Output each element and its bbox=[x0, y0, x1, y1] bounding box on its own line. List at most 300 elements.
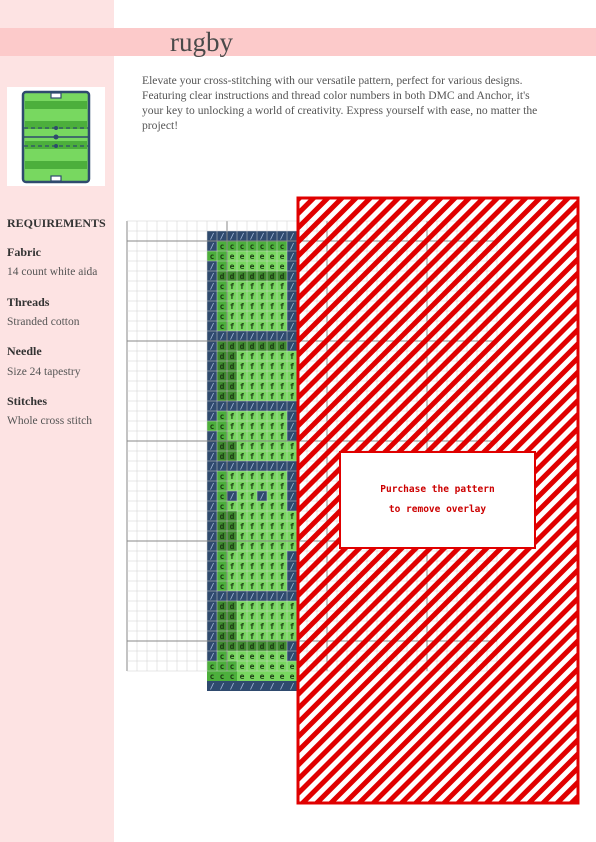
stitch-symbol: c bbox=[219, 412, 225, 421]
stitch-symbol: f bbox=[269, 392, 275, 401]
stitch-symbol: c bbox=[219, 482, 225, 491]
stitch-symbol: f bbox=[249, 582, 255, 591]
stitch-symbol: d bbox=[279, 642, 285, 651]
stitch-symbol: / bbox=[219, 592, 225, 601]
stitch-symbol: / bbox=[239, 332, 245, 341]
stitch-symbol: d bbox=[269, 642, 275, 651]
stitch-symbol: d bbox=[219, 602, 225, 611]
stitch-symbol: d bbox=[219, 342, 225, 351]
stitch-symbol: / bbox=[269, 592, 275, 601]
stitch-symbol: f bbox=[279, 502, 285, 511]
stitch-symbol: c bbox=[229, 662, 235, 671]
stitch-symbol: f bbox=[239, 442, 245, 451]
stitch-symbol: f bbox=[269, 542, 275, 551]
stitch-symbol: f bbox=[269, 492, 275, 501]
stitch-symbol: / bbox=[229, 492, 235, 501]
stitch-symbol: c bbox=[219, 282, 225, 291]
stitch-symbol: f bbox=[259, 362, 265, 371]
stitch-symbol: / bbox=[229, 332, 235, 341]
stitch-symbol: f bbox=[259, 382, 265, 391]
stitch-symbol: f bbox=[259, 452, 265, 461]
stitch-symbol: / bbox=[289, 562, 295, 571]
stitch-symbol: / bbox=[209, 632, 215, 641]
fabric-value: 14 count white aida bbox=[7, 266, 98, 278]
stitch-symbol: e bbox=[289, 662, 295, 671]
stitch-symbol: / bbox=[209, 502, 215, 511]
stitch-symbol: / bbox=[209, 552, 215, 561]
stitch-symbol: / bbox=[289, 342, 295, 351]
stitch-symbol: e bbox=[289, 672, 295, 681]
stitch-symbol: d bbox=[229, 602, 235, 611]
stitch-symbol: f bbox=[239, 322, 245, 331]
stitch-symbol: / bbox=[209, 292, 215, 301]
stitch-symbol: f bbox=[269, 582, 275, 591]
stitch-symbol: c bbox=[219, 422, 225, 431]
stitch-symbol: f bbox=[269, 322, 275, 331]
stitch-symbol: d bbox=[219, 642, 225, 651]
stitch-symbol: / bbox=[289, 572, 295, 581]
stitch-symbol: f bbox=[289, 382, 295, 391]
stitch-symbol: f bbox=[259, 522, 265, 531]
stitch-symbol: f bbox=[269, 512, 275, 521]
stitch-symbol: f bbox=[249, 302, 255, 311]
stitch-symbol: / bbox=[209, 472, 215, 481]
stitch-symbol: d bbox=[249, 272, 255, 281]
stitch-symbol: f bbox=[279, 602, 285, 611]
stitch-symbol: f bbox=[249, 572, 255, 581]
stitch-symbol: f bbox=[239, 382, 245, 391]
stitch-symbol: f bbox=[279, 352, 285, 361]
stitches-value: Whole cross stitch bbox=[7, 415, 92, 427]
stitch-symbol: c bbox=[219, 262, 225, 271]
stitch-symbol: f bbox=[249, 562, 255, 571]
stitch-symbol: c bbox=[219, 552, 225, 561]
stitch-symbol: / bbox=[269, 332, 275, 341]
stitch-symbol: f bbox=[249, 392, 255, 401]
stitch-symbol: / bbox=[289, 242, 295, 251]
stitch-symbol: c bbox=[209, 252, 215, 261]
stitch-symbol: f bbox=[259, 352, 265, 361]
stitch-symbol: d bbox=[219, 382, 225, 391]
stitch-symbol: f bbox=[229, 562, 235, 571]
stitch-symbol: / bbox=[289, 432, 295, 441]
stitch-symbol: f bbox=[249, 322, 255, 331]
stitch-symbol: / bbox=[289, 292, 295, 301]
stitch-symbol: e bbox=[269, 662, 275, 671]
stitch-symbol: c bbox=[209, 422, 215, 431]
stitch-symbol: c bbox=[219, 502, 225, 511]
stitch-symbol: e bbox=[259, 672, 265, 681]
page-title: rugby bbox=[170, 27, 233, 57]
stitch-symbol: / bbox=[279, 402, 285, 411]
stitch-symbol: f bbox=[229, 582, 235, 591]
stitch-symbol: f bbox=[239, 612, 245, 621]
stitch-symbol: d bbox=[219, 442, 225, 451]
notice-line-2: to remove overlay bbox=[388, 504, 487, 515]
stitch-symbol: / bbox=[289, 582, 295, 591]
stitch-symbol: f bbox=[239, 472, 245, 481]
stitch-symbol: f bbox=[249, 522, 255, 531]
stitch-symbol: / bbox=[209, 542, 215, 551]
stitch-symbol: e bbox=[249, 652, 255, 661]
stitch-symbol: / bbox=[209, 452, 215, 461]
stitch-symbol: f bbox=[269, 602, 275, 611]
stitch-symbol: / bbox=[289, 462, 295, 471]
stitch-symbol: f bbox=[239, 312, 245, 321]
title-band bbox=[0, 28, 596, 56]
stitch-symbol: d bbox=[269, 272, 275, 281]
stitch-symbol: f bbox=[239, 582, 245, 591]
stitch-symbol: e bbox=[239, 672, 245, 681]
stitch-symbol: f bbox=[279, 312, 285, 321]
stitch-symbol: f bbox=[239, 412, 245, 421]
stitch-symbol: / bbox=[289, 282, 295, 291]
stitch-symbol: / bbox=[209, 562, 215, 571]
stitch-symbol: e bbox=[239, 252, 245, 261]
stitch-symbol: f bbox=[259, 442, 265, 451]
stitch-symbol: / bbox=[289, 402, 295, 411]
stitch-symbol: e bbox=[229, 652, 235, 661]
stitch-symbol: / bbox=[269, 402, 275, 411]
stitch-symbol: e bbox=[249, 262, 255, 271]
stitch-symbol: e bbox=[259, 252, 265, 261]
stitch-symbol: f bbox=[259, 572, 265, 581]
stitch-symbol: d bbox=[249, 342, 255, 351]
stitch-symbol: / bbox=[259, 402, 265, 411]
stitch-symbol: d bbox=[259, 272, 265, 281]
stitch-symbol: f bbox=[249, 482, 255, 491]
rugby-field-icon bbox=[7, 87, 105, 186]
stitch-symbol: f bbox=[249, 542, 255, 551]
stitch-symbol: f bbox=[259, 432, 265, 441]
stitch-symbol: c bbox=[209, 662, 215, 671]
stitch-symbol: f bbox=[249, 422, 255, 431]
stitch-symbol: / bbox=[289, 322, 295, 331]
stitch-symbol: d bbox=[219, 352, 225, 361]
stitch-symbol: / bbox=[209, 242, 215, 251]
stitch-symbol: / bbox=[209, 282, 215, 291]
stitch-symbol: d bbox=[239, 642, 245, 651]
stitch-symbol: f bbox=[279, 582, 285, 591]
stitch-symbol: c bbox=[239, 242, 245, 251]
stitch-symbol: f bbox=[239, 562, 245, 571]
stitch-symbol: f bbox=[269, 282, 275, 291]
stitch-symbol: d bbox=[219, 392, 225, 401]
stitch-symbol: f bbox=[269, 562, 275, 571]
stitch-symbol: f bbox=[249, 452, 255, 461]
stitch-symbol: / bbox=[239, 462, 245, 471]
stitch-symbol: f bbox=[249, 432, 255, 441]
stitch-symbol: / bbox=[209, 522, 215, 531]
stitch-symbol: / bbox=[229, 682, 235, 691]
stitch-symbol: d bbox=[219, 452, 225, 461]
stitch-symbol: e bbox=[259, 662, 265, 671]
stitch-symbol: f bbox=[239, 302, 245, 311]
stitch-symbol: / bbox=[209, 262, 215, 271]
stitch-symbol: / bbox=[209, 482, 215, 491]
stitch-symbol: c bbox=[219, 662, 225, 671]
stitch-symbol: f bbox=[269, 362, 275, 371]
stitch-symbol: f bbox=[229, 312, 235, 321]
stitch-symbol: f bbox=[279, 322, 285, 331]
stitch-symbol: / bbox=[289, 302, 295, 311]
stitch-symbol: f bbox=[279, 292, 285, 301]
stitch-symbol: c bbox=[219, 562, 225, 571]
stitch-symbol: f bbox=[279, 482, 285, 491]
stitch-symbol: / bbox=[209, 462, 215, 471]
stitch-symbol: / bbox=[209, 512, 215, 521]
stitch-symbol: f bbox=[279, 542, 285, 551]
stitch-symbol: d bbox=[219, 272, 225, 281]
stitch-symbol: f bbox=[269, 612, 275, 621]
stitch-symbol: c bbox=[219, 492, 225, 501]
stitch-symbol: f bbox=[259, 562, 265, 571]
stitch-symbol: f bbox=[239, 282, 245, 291]
requirements-heading: REQUIREMENTS bbox=[7, 216, 106, 230]
stitch-symbol: / bbox=[229, 402, 235, 411]
stitch-symbol: f bbox=[269, 622, 275, 631]
stitch-symbol: / bbox=[209, 332, 215, 341]
stitch-symbol: f bbox=[289, 512, 295, 521]
stitch-symbol: / bbox=[249, 332, 255, 341]
stitch-symbol: e bbox=[279, 662, 285, 671]
stitch-symbol: / bbox=[229, 592, 235, 601]
stitch-symbol: f bbox=[239, 552, 245, 561]
stitch-symbol: f bbox=[239, 482, 245, 491]
stitch-symbol: c bbox=[209, 672, 215, 681]
stitch-symbol: f bbox=[279, 522, 285, 531]
stitch-symbol: f bbox=[229, 282, 235, 291]
stitch-symbol: / bbox=[209, 372, 215, 381]
stitch-symbol: d bbox=[219, 522, 225, 531]
stitch-symbol: / bbox=[289, 252, 295, 261]
stitch-symbol: f bbox=[249, 472, 255, 481]
stitch-symbol: / bbox=[229, 462, 235, 471]
stitch-symbol: f bbox=[259, 372, 265, 381]
stitch-symbol: / bbox=[289, 422, 295, 431]
stitch-symbol: / bbox=[209, 592, 215, 601]
stitch-symbol: / bbox=[259, 232, 265, 241]
stitch-symbol: / bbox=[269, 682, 275, 691]
stitch-symbol: f bbox=[229, 412, 235, 421]
stitch-symbol: / bbox=[209, 652, 215, 661]
stitch-symbol: / bbox=[209, 302, 215, 311]
stitch-symbol: f bbox=[239, 292, 245, 301]
stitch-symbol: d bbox=[229, 522, 235, 531]
stitch-symbol: / bbox=[279, 232, 285, 241]
stitch-symbol: e bbox=[279, 672, 285, 681]
stitch-symbol: f bbox=[269, 312, 275, 321]
stitch-symbol: f bbox=[269, 432, 275, 441]
stitch-symbol: f bbox=[239, 512, 245, 521]
stitch-symbol: e bbox=[269, 672, 275, 681]
stitch-symbol: / bbox=[249, 462, 255, 471]
stitch-symbol: / bbox=[289, 642, 295, 651]
stitch-symbol: f bbox=[279, 512, 285, 521]
stitch-symbol: f bbox=[279, 612, 285, 621]
stitch-symbol: / bbox=[279, 462, 285, 471]
threads-label: Threads bbox=[7, 295, 50, 309]
stitch-symbol: f bbox=[289, 612, 295, 621]
stitch-symbol: / bbox=[249, 232, 255, 241]
stitch-symbol: f bbox=[259, 542, 265, 551]
stitch-symbol: d bbox=[269, 342, 275, 351]
stitch-symbol: f bbox=[269, 422, 275, 431]
stitch-symbol: f bbox=[249, 442, 255, 451]
stitch-symbol: f bbox=[239, 392, 245, 401]
needle-label: Needle bbox=[7, 344, 42, 358]
stitch-symbol: f bbox=[259, 412, 265, 421]
stitch-symbol: d bbox=[229, 342, 235, 351]
stitch-symbol: / bbox=[289, 652, 295, 661]
stitch-symbol: e bbox=[229, 252, 235, 261]
stitch-symbol: / bbox=[289, 412, 295, 421]
stitch-symbol: / bbox=[249, 402, 255, 411]
stitch-symbol: d bbox=[229, 442, 235, 451]
stitch-symbol: c bbox=[219, 292, 225, 301]
stitch-symbol: f bbox=[279, 412, 285, 421]
stitch-symbol: d bbox=[279, 342, 285, 351]
stitch-symbol: f bbox=[259, 612, 265, 621]
stitch-symbol: / bbox=[239, 682, 245, 691]
stitch-symbol: f bbox=[239, 622, 245, 631]
stitch-symbol: d bbox=[229, 372, 235, 381]
stitch-symbol: d bbox=[219, 372, 225, 381]
stitch-symbol: d bbox=[259, 642, 265, 651]
stitch-symbol: / bbox=[269, 462, 275, 471]
stitch-symbol: / bbox=[209, 432, 215, 441]
stitch-symbol: d bbox=[219, 612, 225, 621]
stitch-symbol: f bbox=[289, 622, 295, 631]
stitch-symbol: / bbox=[249, 682, 255, 691]
stitch-symbol: f bbox=[279, 532, 285, 541]
stitch-symbol: / bbox=[209, 402, 215, 411]
stitch-symbol: d bbox=[219, 622, 225, 631]
stitch-symbol: / bbox=[219, 332, 225, 341]
stitch-symbol: f bbox=[279, 442, 285, 451]
stitch-symbol: / bbox=[239, 592, 245, 601]
stitch-symbol: e bbox=[259, 652, 265, 661]
stitch-symbol: c bbox=[219, 302, 225, 311]
stitch-symbol: / bbox=[209, 612, 215, 621]
stitch-symbol: f bbox=[269, 292, 275, 301]
stitch-symbol: d bbox=[239, 272, 245, 281]
stitch-symbol: c bbox=[219, 322, 225, 331]
stitch-symbol: f bbox=[249, 502, 255, 511]
stitch-symbol: d bbox=[229, 622, 235, 631]
stitch-symbol: f bbox=[279, 552, 285, 561]
stitch-symbol: e bbox=[249, 662, 255, 671]
pattern-thumbnail bbox=[7, 87, 105, 186]
stitch-symbol: / bbox=[279, 592, 285, 601]
stitch-symbol: f bbox=[229, 472, 235, 481]
stitch-symbol: e bbox=[269, 652, 275, 661]
stitch-symbol: d bbox=[229, 542, 235, 551]
stitch-symbol: / bbox=[209, 352, 215, 361]
stitch-symbol: / bbox=[209, 532, 215, 541]
stitch-symbol: / bbox=[259, 462, 265, 471]
stitch-symbol: / bbox=[289, 332, 295, 341]
stitch-symbol: d bbox=[249, 642, 255, 651]
stitch-symbol: d bbox=[219, 532, 225, 541]
stitch-symbol: f bbox=[229, 552, 235, 561]
stitch-symbol: f bbox=[259, 622, 265, 631]
stitch-symbol: f bbox=[229, 292, 235, 301]
stitch-symbol: c bbox=[249, 242, 255, 251]
stitch-symbol: f bbox=[289, 392, 295, 401]
stitch-symbol: / bbox=[219, 232, 225, 241]
stitch-symbol: / bbox=[289, 262, 295, 271]
stitch-symbol: f bbox=[289, 532, 295, 541]
stitch-symbol: f bbox=[259, 282, 265, 291]
stitch-symbol: f bbox=[259, 532, 265, 541]
stitch-symbol: / bbox=[289, 492, 295, 501]
stitch-symbol: / bbox=[209, 412, 215, 421]
stitch-symbol: f bbox=[239, 362, 245, 371]
stitch-symbol: c bbox=[219, 472, 225, 481]
stitch-symbol: f bbox=[279, 382, 285, 391]
stitch-symbol: / bbox=[259, 492, 265, 501]
stitch-symbol: f bbox=[269, 412, 275, 421]
stitch-symbol: f bbox=[249, 362, 255, 371]
stitch-symbol: f bbox=[239, 542, 245, 551]
stitch-symbol: f bbox=[259, 552, 265, 561]
stitch-symbol: f bbox=[229, 502, 235, 511]
stitch-symbol: e bbox=[229, 262, 235, 271]
stitch-symbol: f bbox=[279, 422, 285, 431]
stitch-symbol: f bbox=[269, 302, 275, 311]
stitch-symbol: / bbox=[209, 602, 215, 611]
stitch-symbol: d bbox=[219, 362, 225, 371]
stitch-symbol: f bbox=[229, 422, 235, 431]
stitch-symbol: f bbox=[259, 482, 265, 491]
stitch-symbol: f bbox=[269, 372, 275, 381]
stitch-symbol: f bbox=[239, 492, 245, 501]
stitch-symbol: f bbox=[239, 532, 245, 541]
stitch-symbol: f bbox=[229, 432, 235, 441]
stitch-symbol: f bbox=[259, 422, 265, 431]
pattern-description: Elevate your cross-stitching with our versatile pattern, perfect for various designs. Featuring clear instructions and thread color numbers in both DMC and Anchor, it's your key to unlocking a world of creativity. Express yourself with ease, no matter the project! bbox=[142, 74, 538, 132]
stitch-symbol: / bbox=[209, 442, 215, 451]
stitch-symbol: f bbox=[259, 312, 265, 321]
stitch-symbol: f bbox=[279, 392, 285, 401]
stitch-symbol: / bbox=[289, 552, 295, 561]
stitch-symbol: / bbox=[209, 232, 215, 241]
stitch-symbol: / bbox=[209, 622, 215, 631]
stitch-symbol: f bbox=[279, 562, 285, 571]
stitch-symbol: f bbox=[239, 372, 245, 381]
stitch-symbol: / bbox=[219, 462, 225, 471]
stitch-symbol: / bbox=[209, 362, 215, 371]
stitch-symbol: c bbox=[279, 242, 285, 251]
stitch-symbol: / bbox=[279, 682, 285, 691]
stitch-symbol: c bbox=[229, 672, 235, 681]
stitch-symbol: f bbox=[239, 632, 245, 641]
stitch-symbol: c bbox=[229, 242, 235, 251]
stitch-symbol: f bbox=[269, 552, 275, 561]
stitch-symbol: d bbox=[229, 382, 235, 391]
stitch-symbol: / bbox=[269, 232, 275, 241]
stitch-symbol: f bbox=[289, 632, 295, 641]
stitch-symbol: f bbox=[229, 322, 235, 331]
stitch-symbol: e bbox=[279, 652, 285, 661]
stitch-symbol: f bbox=[269, 532, 275, 541]
stitch-symbol: d bbox=[219, 632, 225, 641]
stitch-symbol: / bbox=[209, 492, 215, 501]
stitch-symbol: e bbox=[239, 662, 245, 671]
stitch-symbol: f bbox=[249, 352, 255, 361]
stitch-symbol: e bbox=[249, 672, 255, 681]
